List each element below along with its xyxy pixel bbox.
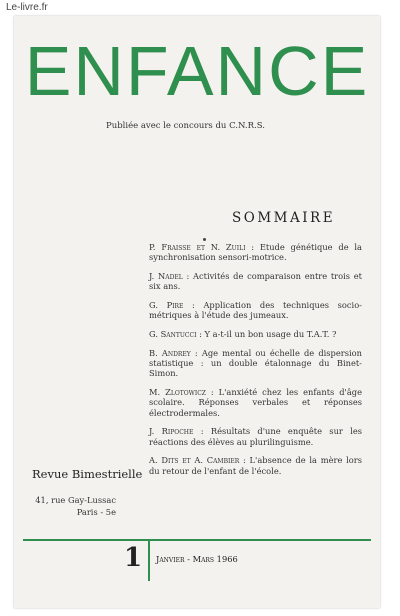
entry-title: : Activités de comparaison entre trois et six ans. [149, 271, 362, 292]
entry-title: : Etude génétique de la synchronisation sensori-motrice. [149, 242, 362, 263]
entry-title: : L'anxiété chez les enfants d'âge scolaire. Réponses verbales et réponses électrodermales. [149, 387, 363, 418]
contents-entry [149, 300, 362, 321]
contents-entry [149, 455, 362, 476]
entry-authors: B. Andrey [149, 347, 191, 358]
entry-authors: J. Ripoche [149, 426, 194, 437]
entry-authors: G. Santucci [149, 329, 197, 339]
table-of-contents [149, 242, 362, 484]
watermark: Le-livre.fr [6, 2, 48, 13]
journal-cover [14, 16, 380, 608]
address-city: Paris - 5e [76, 507, 116, 517]
contents-entry [149, 426, 362, 447]
bullet-dot [203, 238, 206, 241]
entry-authors: J. Nadel [149, 271, 183, 281]
contents-entry [149, 387, 362, 418]
contents-entry [149, 271, 362, 292]
entry-authors: G. Pire [149, 300, 184, 310]
contents-entry [149, 242, 362, 263]
publication-frequency: Revue Bimestrielle [32, 467, 143, 481]
entry-title: : L'absence de la mère lors du retour de l'enfant de l'école. [149, 455, 362, 476]
vertical-rule [148, 539, 150, 581]
entry-title: : Y a-t-il un bon usage du T.A.T. ? [196, 329, 337, 339]
entry-authors: M. Zlotowicz [149, 387, 206, 397]
contents-entry [149, 329, 362, 339]
issue-number: 1 [124, 543, 143, 573]
entry-title: : Application des techniques socio-métriques à l'étude des jumeaux. [149, 300, 362, 321]
entry-authors: P. Fraisse et N. Zuili [149, 242, 246, 252]
journal-title: ENFANCE [24, 32, 370, 110]
contents-entry [149, 348, 362, 379]
publisher-address [34, 494, 116, 518]
entry-authors: A. Dits et A. Cambier [149, 455, 240, 466]
entry-title: : Age mental ou échelle de dispersion statistique : un double étalonnage du Binet-Simon. [149, 347, 362, 379]
issue-date: Janvier - Mars 1966 [156, 554, 238, 564]
entry-title: : Résultats d'une enquête sur les réactions des élèves au plurilinguisme. [149, 426, 363, 447]
horizontal-rule [23, 539, 371, 541]
address-street: 41, rue Gay-Lussac [35, 495, 116, 505]
contents-heading: SOMMAIRE [232, 210, 336, 226]
publisher-note: Publiée avec le concours du C.N.R.S. [106, 121, 265, 131]
